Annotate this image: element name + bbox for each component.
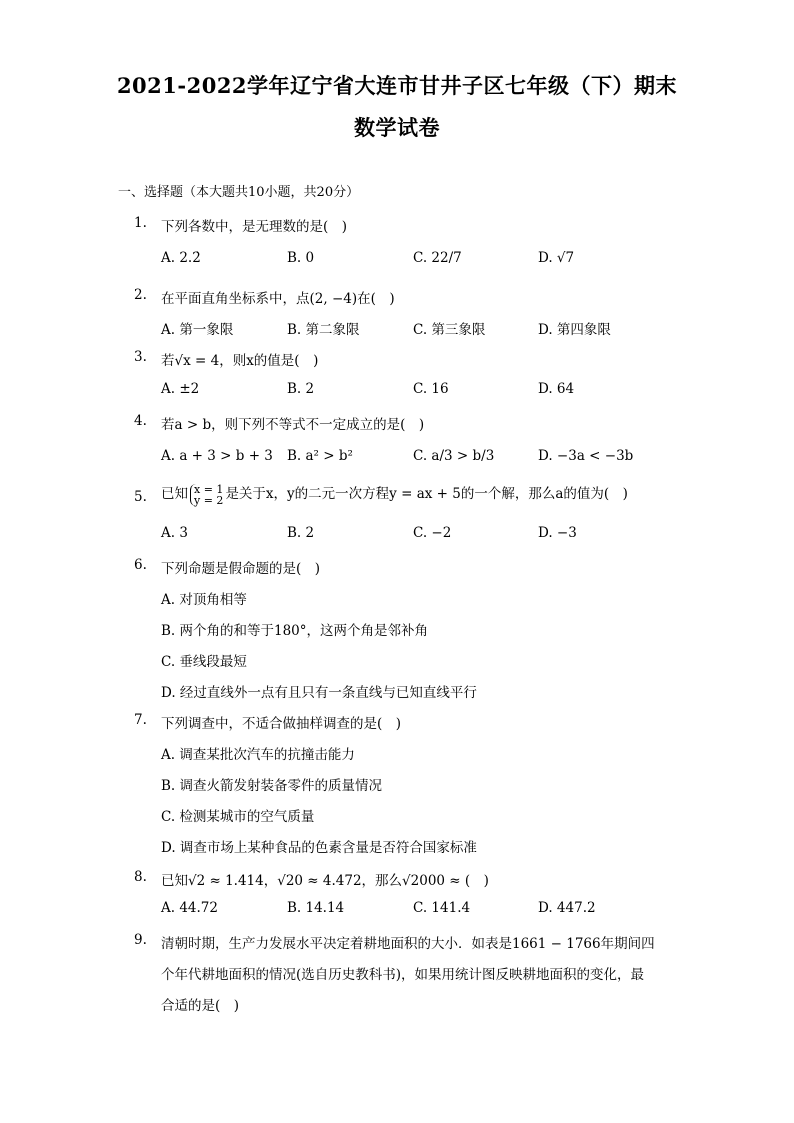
question-4-stem: 若a > b，则下列不等式不一定成立的是( ) — [161, 417, 425, 433]
option: B. 第二象限 — [287, 322, 360, 338]
option: D. 经过直线外一点有且只有一条直线与已知直线平行 — [161, 685, 477, 701]
option: A. 第一象限 — [161, 322, 234, 338]
option: A. a + 3 > b + 3 — [161, 448, 273, 464]
question-7: 7. — [134, 712, 147, 728]
option: C. 垂线段最短 — [161, 654, 247, 670]
question-9-stem-line: 清朝时期，生产力发展水平决定着耕地面积的大小．如表是1661 − 1766年期间四 — [161, 936, 655, 952]
option: C. a/3 > b/3 — [413, 448, 495, 464]
option: B. a² > b² — [287, 448, 353, 464]
option: B. 2 — [287, 381, 315, 397]
question-1-stem: 下列各数中，是无理数的是( ) — [161, 219, 348, 235]
option: A. 2.2̇ — [161, 250, 201, 266]
option: D. √7 — [538, 250, 575, 266]
question-5-stem: 已知 x = 1 y = 2 是关于x，y的二元一次方程y = ax + 5的一个解，那么a的值为( ) — [161, 482, 628, 507]
section-heading: 一、选择题（本大题共10小题，共20分） — [118, 185, 360, 200]
question-3: 3. — [134, 349, 147, 365]
option: B. 14.14 — [287, 900, 345, 916]
question-4: 4. — [134, 413, 147, 429]
option: A. 对顶角相等 — [161, 592, 247, 608]
question-9-stem-line: 个年代耕地面积的情况(选自历史教科书)，如果用统计图反映耕地面积的变化，最 — [161, 967, 645, 983]
option: B. 两个角的和等于180°，这两个角是邻补角 — [161, 623, 429, 639]
option: D. −3 — [538, 525, 577, 541]
title-line-2: 数学试卷 — [354, 115, 440, 140]
option: A. 3 — [161, 525, 188, 541]
equation-system: x = 1 y = 2 — [190, 484, 223, 506]
option: C. 141.4 — [413, 900, 471, 916]
option: B. 调查火箭发射装备零件的质量情况 — [161, 778, 383, 794]
question-2: 2. — [134, 287, 147, 303]
option: D. 第四象限 — [538, 322, 611, 338]
option: C. −2 — [413, 525, 452, 541]
option: D. 447.2 — [538, 900, 596, 916]
question-9: 9. — [134, 932, 147, 948]
question-3-stem: 若√x = 4，则x的值是( ) — [161, 353, 319, 369]
option: C. 检测某城市的空气质量 — [161, 809, 315, 825]
question-2-stem: 在平面直角坐标系中，点(2, −4)在( ) — [161, 291, 395, 307]
question-1: 1. — [134, 215, 147, 231]
option: C. 第三象限 — [413, 322, 486, 338]
option: A. 调查某批次汽车的抗撞击能力 — [161, 747, 355, 763]
question-5: 5. — [134, 489, 147, 505]
question-7-stem: 下列调查中，不适合做抽样调查的是( ) — [161, 716, 402, 732]
question-6: 6. — [134, 557, 147, 573]
option: A. 44.72 — [161, 900, 218, 916]
option: C. 16 — [413, 381, 449, 397]
option: B. 0 — [287, 250, 315, 266]
title-line-1: 2021-2022学年辽宁省大连市甘井子区七年级（下）期末 — [116, 73, 678, 98]
option: D. 64 — [538, 381, 575, 397]
option: B. 2 — [287, 525, 315, 541]
question-8: 8. — [134, 869, 147, 885]
option: A. ±2 — [161, 381, 200, 397]
option: D. −3a < −3b — [538, 448, 634, 464]
question-8-stem: 已知√2 ≈ 1.414，√20 ≈ 4.472，那么√2000 ≈ ( ) — [161, 873, 489, 889]
option: C. 22/7 — [413, 250, 462, 266]
question-6-stem: 下列命题是假命题的是( ) — [161, 561, 321, 577]
option: D. 调查市场上某种食品的色素含量是否符合国家标准 — [161, 840, 477, 856]
question-9-stem-line: 合适的是( ) — [161, 998, 240, 1014]
